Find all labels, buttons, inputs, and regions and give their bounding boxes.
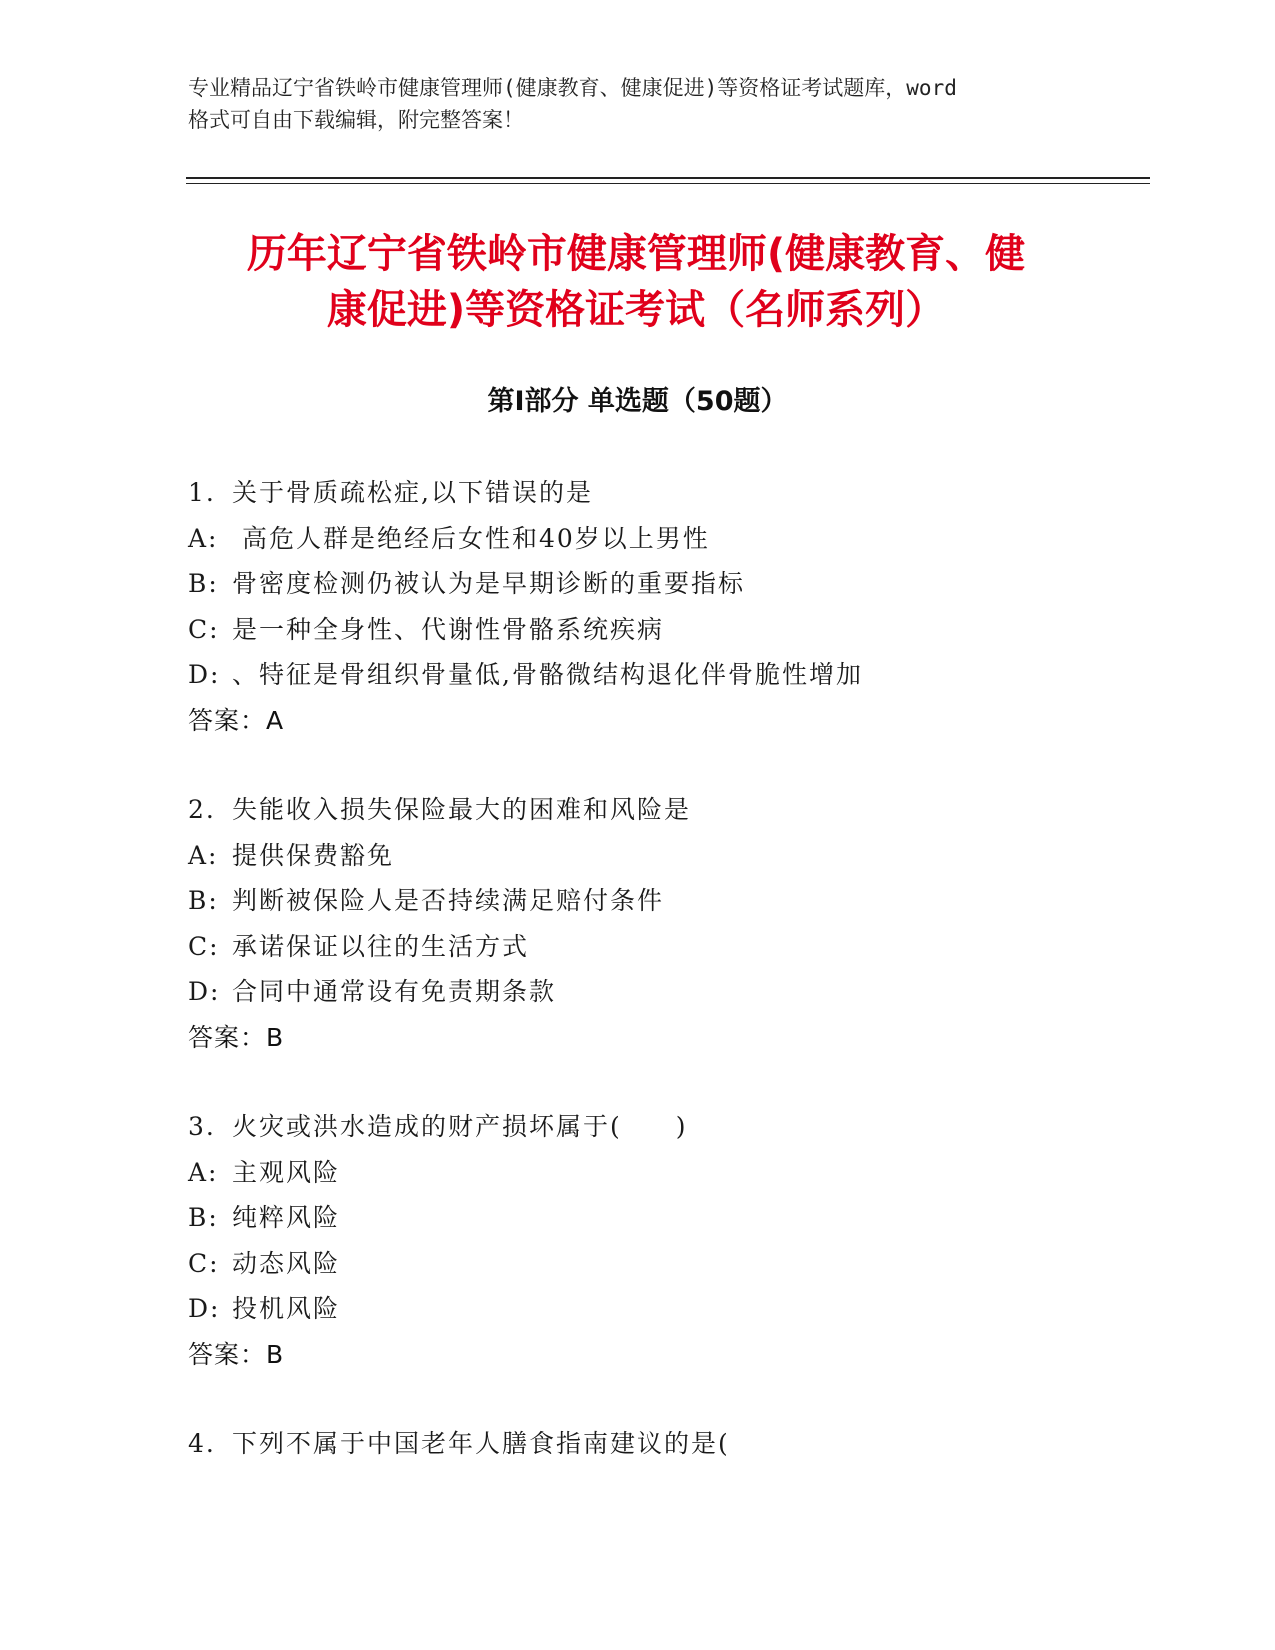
answer: 答案：B	[188, 1022, 285, 1052]
option-a	[188, 1150, 1148, 1196]
option-b	[188, 878, 1148, 924]
option-d	[188, 1286, 1148, 1332]
document-title	[186, 226, 1086, 338]
option-key: D:	[188, 660, 221, 689]
option-key: D:	[188, 1294, 221, 1323]
option-key: B:	[188, 1203, 219, 1232]
section-title: 第Ⅰ部分 单选题（50题）	[487, 386, 788, 417]
question-list	[188, 470, 1148, 1511]
option-text: 是一种全身性、代谢性骨骼系统疾病	[232, 614, 665, 644]
option-d	[188, 969, 1148, 1015]
question-2	[188, 787, 1148, 1060]
option-key: A:	[188, 523, 219, 553]
question-stem	[188, 787, 1148, 833]
option-key: D:	[188, 977, 221, 1006]
header-note	[188, 72, 1088, 136]
option-text: 、特征是骨组织骨量低,骨骼微结构退化伴骨脆性增加	[232, 660, 863, 689]
option-a	[188, 833, 1148, 879]
option-key: C:	[188, 931, 220, 961]
header-divider-thin	[186, 183, 1150, 184]
option-text: 投机风险	[232, 1294, 341, 1323]
option-key: C:	[188, 1248, 220, 1278]
question-text: 火灾或洪水造成的财产损坏属于( )	[232, 1112, 688, 1141]
question-text: 失能收入损失保险最大的困难和风险是	[232, 795, 692, 824]
option-text: 动态风险	[232, 1248, 341, 1278]
document-title-line-1: 历年辽宁省铁岭市健康管理师(健康教育、健	[246, 231, 1026, 277]
option-key: B:	[188, 886, 219, 915]
option-b	[188, 1195, 1148, 1241]
question-stem	[188, 470, 1148, 516]
question-stem	[188, 1421, 1148, 1467]
question-number: 2.	[188, 795, 216, 824]
option-key: C:	[188, 614, 220, 644]
question-4	[188, 1421, 1148, 1467]
option-d	[188, 652, 1148, 698]
option-text: 高危人群是绝经后女性和40岁以上男性	[232, 523, 710, 553]
question-number: 4.	[188, 1429, 216, 1458]
option-c	[188, 607, 1148, 653]
question-number: 1.	[188, 478, 216, 507]
option-c	[188, 1241, 1148, 1287]
option-text: 骨密度检测仍被认为是早期诊断的重要指标	[232, 569, 746, 598]
option-a	[188, 516, 1148, 562]
option-b	[188, 561, 1148, 607]
answer: 答案：A	[188, 705, 285, 735]
question-1	[188, 470, 1148, 743]
header-note-line-1: 专业精品辽宁省铁岭市健康管理师(健康教育、健康促进)等资格证考试题库，word	[188, 76, 957, 100]
option-text: 主观风险	[232, 1157, 341, 1187]
header-divider-thick	[186, 177, 1150, 179]
question-text: 下列不属于中国老年人膳食指南建议的是(	[232, 1429, 730, 1458]
option-text: 判断被保险人是否持续满足赔付条件	[232, 886, 665, 915]
option-c	[188, 924, 1148, 970]
header-note-line-2: 格式可自由下载编辑，附完整答案！	[188, 108, 524, 132]
option-key: A:	[188, 840, 219, 870]
answer: 答案：B	[188, 1339, 285, 1369]
option-key: B:	[188, 569, 219, 598]
option-text: 提供保费豁免	[232, 840, 395, 870]
option-key: A:	[188, 1157, 219, 1187]
question-stem	[188, 1104, 1148, 1150]
option-text: 合同中通常设有免责期条款	[232, 977, 557, 1006]
question-number: 3.	[188, 1112, 216, 1141]
option-text: 纯粹风险	[232, 1203, 341, 1232]
question-text: 关于骨质疏松症,以下错误的是	[232, 478, 593, 507]
option-text: 承诺保证以往的生活方式	[232, 931, 530, 961]
question-3	[188, 1104, 1148, 1377]
document-title-line-2: 康促进)等资格证考试（名师系列）	[326, 287, 946, 333]
